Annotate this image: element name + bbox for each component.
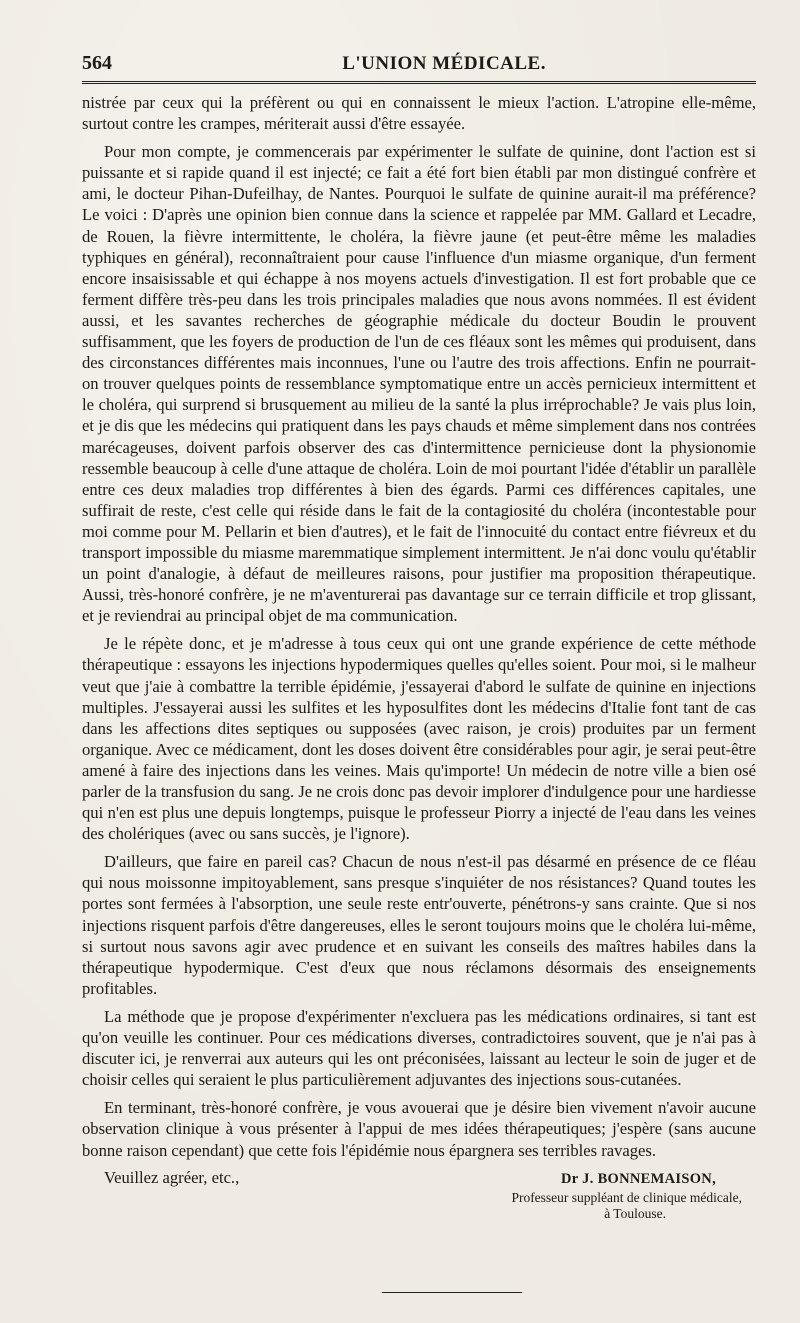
running-title: L'UNION MÉDICALE.	[342, 53, 546, 74]
author-title: Professeur suppléant de clinique médicale,	[511, 1189, 742, 1205]
author-city: à Toulouse.	[604, 1205, 666, 1221]
page-header	[82, 52, 756, 81]
page-number: 564	[82, 52, 112, 74]
article-body	[82, 92, 756, 1161]
paragraph-4: D'ailleurs, que faire en pareil cas? Chacun de nous n'est-il pas désarmé en présence de ce fléau qui nous moissonne impitoyablement, sans presque s'inquiéter de nos résistances? Quand toutes les portes sont fermées à l'absorption, une seule reste entr'ouverte, pénétrons-y sans crainte. Que si nos injections risquent parfois d'être dangereuses, elles le seront toujours moins que le choléra lui-même, si surtout nous savons agir avec prudence et en suivant les conseils des maîtres habiles dans la thérapeutique hypodermique. C'est d'eux que nous réclamons désormais des enseignements profitables.	[82, 852, 756, 998]
closing-line: Veuillez agréer, etc.,	[104, 1167, 240, 1187]
paragraph-3: Je le répète donc, et je m'adresse à tous ceux qui ont une grande expérience de cette méthode thérapeutique : essayons les injections hypodermiques quelles qu'elles soient. Pour moi, si le malheur veut que j'aie à combattre la terrible épidémie, j'essayerai d'abord le sulfate de quinine en injections multiples. J'essayerai aussi les sulfites et les hyposulfites dont les médecins d'Italie font tant de cas dans les affections dites septiques ou supposées (avec raison, je crois) produites par un ferment organique. Avec ce médicament, dont les doses doivent être considérables pour agir, je serai peut-être amené à faire des injections dans les veines. Mais qu'importe! Un médecin de notre ville a bien osé parler de la transfusion du sang. Je ne crois donc pas devoir implorer d'indulgence pour une hardiesse qui n'en est plus une depuis longtemps, puisque le professeur Piorry a injecté de l'eau dans les veines des cholériques (avec ou sans succès, je l'ignore).	[82, 634, 756, 844]
end-rule	[382, 1292, 522, 1293]
paragraph-6: En terminant, très-honoré confrère, je vous avouerai que je désire bien vivement n'avoir aucune observation clinique à vous présenter à l'appui de mes idées thérapeutiques; j'espère (sans aucune bonne raison cependant) que cette fois l'épidémie nous épargnera ses terribles ravages.	[82, 1098, 756, 1160]
signature-block	[82, 1168, 756, 1222]
header-rule	[82, 81, 756, 84]
paragraph-2: Pour mon compte, je commencerais par expérimenter le sulfate de quinine, dont l'action est si puissante et si rapide quand il est injecté; ce fait a été fort bien établi par mon distingué confrère et ami, le docteur Pihan-Dufeilhay, de Nantes. Pourquoi le sulfate de quinine aurait-il ma préférence? Le voici : D'après une opinion bien connue dans la science et rappelée par MM. Gallard et Lecadre, de Rouen, la fièvre intermittente, le choléra, la fièvre jaune (et peut-être même les maladies typhiques en général), reconnaîtraient pour cause l'influence d'un miasme organique, d'un ferment encore insaisissable et qui échappe à nos moyens actuels d'investigation. Il est fort probable que ce ferment diffère très-peu dans les trois principales maladies que nous avons nommées. Il est évident aussi, et les savantes recherches de géographie médicale du docteur Boudin le prouvent suffisamment, que les foyers de production de l'un de ces fléaux sont les mêmes qui produisent, dans des circonstances différentes mais inconnues, l'une ou l'autre des trois affections. Enfin ne pourrait-on trouver quelques points de ressemblance symptomatique entre un accès pernicieux intermittent et le choléra, qui surprend si brusquement au milieu de la santé la plus irréprochable? Je vais plus loin, et je dis que les médecins qui pratiquent dans les pays chauds et même simplement dans nos contrées marécageuses, doivent parfois observer des cas d'intermittence pernicieuse dont la physionomie ressemble beaucoup à celle d'une attaque de choléra. Loin de moi pourtant l'idée d'établir un parallèle entre ces deux maladies trop différentes à bien des égards. Parmi ces différences capitales, une suffirait de reste, c'est celle qui réside dans le fait de la contagiosité du choléra (incontestable pour moi comme pour M. Pellarin et bien d'autres), et le fait de l'innocuité du contact entre fiévreux et du transport impossible du miasme maremmatique simplement intermittent. Je n'ai donc voulu qu'établir un point d'analogie, à défaut de meilleures raisons, pour justifier ma proposition thérapeutique. Aussi, très-honoré confrère, je ne m'aventurerai pas davantage sur ce terrain difficile et trop glissant, et je reviendrai au principal objet de ma communication.	[82, 142, 756, 626]
paragraph-1: nistrée par ceux qui la préfèrent ou qui en connaissent le mieux l'action. L'atropine elle-même, surtout contre les crampes, mériterait aussi d'être essayée.	[82, 93, 756, 134]
author-name: Dr J. BONNEMAISON,	[561, 1170, 716, 1187]
paragraph-5: La méthode que je propose d'expérimenter n'excluera pas les médications ordinaires, si tant est qu'on veuille les continuer. Pour ces médications diverses, contradictoires souvent, que je n'ai pas à discuter ici, je renverrai aux auteurs qui les ont préconisées, laissant au lecteur le soin de juger et de choisir celles qui seraient le plus particulièrement adjuvantes des injections sous-cutanées.	[82, 1006, 756, 1090]
